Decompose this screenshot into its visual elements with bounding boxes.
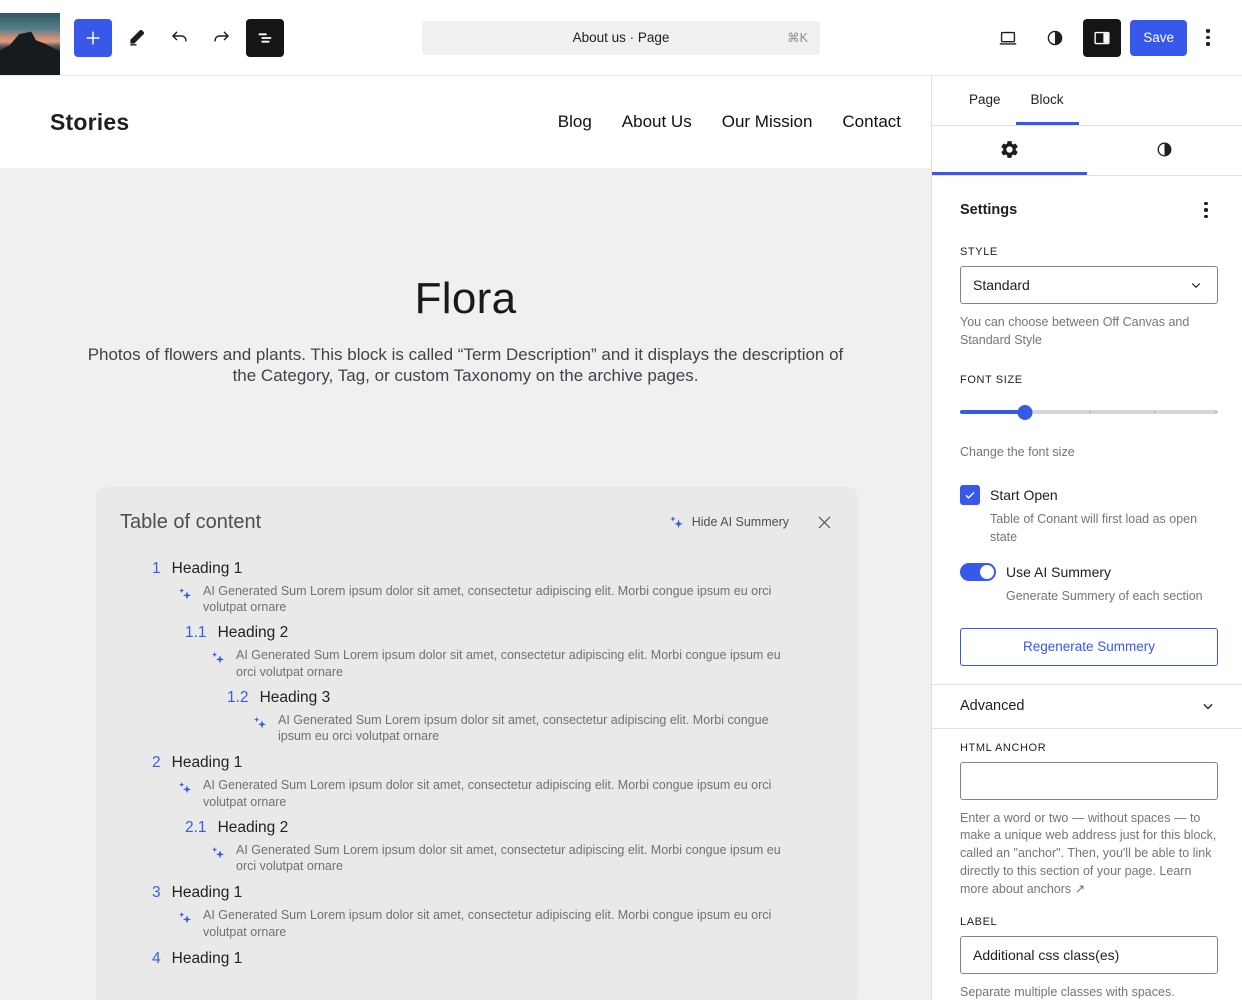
toc-entry (152, 950, 834, 968)
nav-link-blog[interactable]: Blog (557, 112, 592, 131)
nav-link-about[interactable]: About Us (621, 112, 692, 131)
start-open-label: Start Open (990, 487, 1058, 504)
term-description[interactable]: Photos of flowers and plants. This block is called “Term Description” and it displays the description of the Category, Tag, or custom Taxonomy on the archive pages. (87, 345, 844, 386)
external-arrow: ↗ (1071, 881, 1086, 896)
chevron-down-icon (1198, 696, 1218, 716)
ai-sparkle-icon (177, 780, 193, 796)
toc-summary-text: AI Generated Sum Lorem ipsum dolor sit amet, consectetur adipiscing elit. Morbi congue ipsum eu orci volutpat ornare (203, 778, 772, 809)
toc-number: 1.1 (185, 624, 207, 642)
toc-entry (227, 689, 834, 745)
toc-heading-link[interactable] (185, 624, 288, 642)
toc-summary-text: AI Generated Sum Lorem ipsum dolor sit amet, consectetur adipiscing elit. Morbi congue ipsum eu orci volutpat ornare (236, 648, 781, 679)
site-header-block (0, 76, 931, 168)
toc-summary-text: AI Generated Sum Lorem ipsum dolor sit amet, consectetur adipiscing elit. Morbi congue ipsum eu orci volutpat ornare (203, 583, 772, 615)
toc-entry (152, 884, 834, 940)
css-help-text: Separate multiple classes with spaces. (960, 985, 1175, 1000)
toc-number: 2 (152, 754, 161, 772)
toc-heading-label: Heading 2 (217, 818, 289, 836)
site-title[interactable]: Stories (50, 108, 130, 135)
ai-sparkle-icon (210, 845, 226, 861)
nav-link-contact[interactable]: Contact (842, 112, 901, 131)
undo-icon (168, 27, 190, 49)
edit-tool-button[interactable] (117, 19, 155, 57)
slider-tick (1154, 411, 1156, 413)
options-kebab-menu[interactable] (1196, 23, 1220, 51)
toc-summary-text: AI Generated Sum Lorem ipsum dolor sit amet, consectetur adipiscing elit. Morbi congue ipsum eu orci volutpat ornare (203, 908, 772, 939)
toc-entry (152, 754, 834, 810)
ai-sparkle-icon (177, 910, 193, 926)
style-help-text: You can choose between Off Canvas and Standard Style (960, 315, 1190, 347)
toc-number: 1 (152, 559, 161, 577)
advanced-title: Advanced (960, 698, 1025, 715)
anchor-help-body: Enter a word or two — without spaces — to make a unique web address just for this block, called an "anchor". Then, you'll be able to link directly to this section of your page. (960, 810, 1217, 878)
page-heading[interactable]: Flora (414, 274, 517, 323)
ai-sparkle-icon (210, 650, 226, 666)
toc-entry-list (120, 560, 834, 968)
list-view-icon (254, 27, 276, 49)
view-contrast-button[interactable] (1036, 19, 1074, 57)
regenerate-summary-button[interactable]: Regenerate Summery (960, 628, 1218, 666)
style-label: STYLE (960, 246, 998, 259)
styles-contrast-icon (1154, 139, 1175, 160)
toc-title: Table of content (120, 510, 262, 533)
anchor-help-text (960, 810, 1218, 899)
ai-sparkle-icon (177, 586, 193, 602)
inserter-plus-button[interactable] (74, 19, 112, 57)
use-ai-help-text: Generate Summery of each section (1006, 588, 1203, 603)
undo-button[interactable] (160, 19, 198, 57)
toc-heading-link[interactable] (185, 819, 288, 837)
anchor-link-text: Learn more about anchors (960, 863, 1192, 896)
save-button[interactable]: Save (1130, 20, 1187, 56)
toc-number: 2.1 (185, 818, 207, 836)
start-open-help-text: Table of Conant will first load as open state (990, 512, 1198, 545)
toc-summary-text: AI Generated Sum Lorem ipsum dolor sit amet, consectetur adipiscing elit. Morbi congue ipsum eu orci volutpat ornare (278, 712, 769, 744)
redo-icon (211, 27, 233, 49)
settings-section-title: Settings (960, 202, 1018, 219)
laptop-preview-icon (997, 27, 1019, 49)
toc-entry (185, 819, 834, 875)
sidebar-toggle-icon (1091, 27, 1113, 49)
use-ai-toggle[interactable] (960, 563, 996, 581)
settings-kebab-menu[interactable] (1194, 196, 1218, 224)
start-open-checkbox[interactable] (960, 485, 980, 505)
additional-css-input[interactable] (960, 936, 1218, 974)
editor-topbar (0, 0, 1242, 76)
toc-heading-label: Heading 2 (217, 624, 289, 642)
toc-entry (185, 624, 834, 680)
site-icon-photo[interactable] (0, 13, 60, 75)
tab-page[interactable]: Page (969, 91, 1001, 107)
list-view-button[interactable] (246, 19, 284, 57)
font-size-slider-thumb[interactable] (1017, 405, 1032, 420)
tab-block-styles[interactable] (1087, 126, 1242, 175)
block-settings-sidebar (931, 76, 1242, 1000)
tab-block-settings[interactable] (932, 126, 1087, 175)
plus-icon (82, 27, 104, 49)
style-select-value: Standard (973, 277, 1030, 294)
font-size-label: FONT SIZE (960, 373, 1023, 386)
checkbox-check-icon (963, 488, 977, 502)
contrast-icon (1044, 27, 1066, 49)
site-navigation (558, 112, 901, 132)
chevron-down-icon (1187, 276, 1205, 294)
toc-number: 1.2 (227, 688, 249, 706)
tab-block[interactable]: Block (1016, 76, 1079, 125)
table-of-content-block[interactable] (96, 487, 858, 1000)
use-ai-toggle-row[interactable] (960, 563, 1218, 581)
ai-sparkle-icon (252, 715, 268, 731)
toc-heading-link[interactable] (152, 950, 242, 968)
toc-heading-link[interactable] (152, 884, 242, 902)
toc-summary-text: AI Generated Sum Lorem ipsum dolor sit amet, consectetur adipiscing elit. Morbi congue ipsum eu orci volutpat ornare (236, 842, 781, 874)
command-shortcut: ⌘K (787, 31, 808, 45)
close-icon[interactable] (815, 513, 834, 532)
start-open-checkbox-row[interactable] (960, 485, 1218, 505)
nav-link-mission[interactable]: Our Mission (721, 112, 813, 131)
toc-heading-label: Heading 3 (259, 688, 331, 706)
style-select[interactable] (960, 266, 1218, 304)
redo-button[interactable] (203, 19, 241, 57)
font-size-help-text: Change the font size (960, 444, 1075, 459)
font-size-slider[interactable] (960, 404, 1218, 420)
ai-sparkle-icon (668, 514, 685, 531)
html-anchor-label: HTML ANCHOR (960, 741, 1047, 754)
editor-canvas (0, 76, 931, 1000)
toc-heading-link[interactable] (227, 689, 330, 707)
hide-ai-summary-label: Hide AI Summery (691, 515, 789, 530)
document-title: About us · Page (572, 30, 670, 45)
css-label-heading: LABEL (960, 916, 998, 929)
toc-heading-label: Heading 1 (171, 754, 243, 772)
html-anchor-input[interactable] (960, 762, 1218, 800)
toc-entry (152, 560, 834, 616)
use-ai-label: Use AI Summery (1006, 563, 1112, 580)
toc-number: 3 (152, 884, 161, 902)
sidebar-toggle-button[interactable] (1083, 19, 1121, 57)
pencil-icon (126, 27, 147, 48)
device-preview-button[interactable] (989, 19, 1027, 57)
toc-heading-label: Heading 1 (171, 559, 243, 577)
document-bar[interactable] (422, 21, 820, 55)
hide-ai-summary-button[interactable] (668, 514, 789, 531)
toc-heading-link[interactable] (152, 560, 242, 578)
toc-heading-link[interactable] (152, 754, 242, 772)
gear-icon (999, 139, 1020, 160)
toc-number: 4 (152, 949, 161, 967)
font-size-slider-fill (960, 410, 1025, 414)
toc-heading-label: Heading 1 (171, 884, 243, 902)
advanced-panel-toggle[interactable] (932, 685, 1242, 729)
toc-heading-label: Heading 1 (171, 949, 243, 967)
